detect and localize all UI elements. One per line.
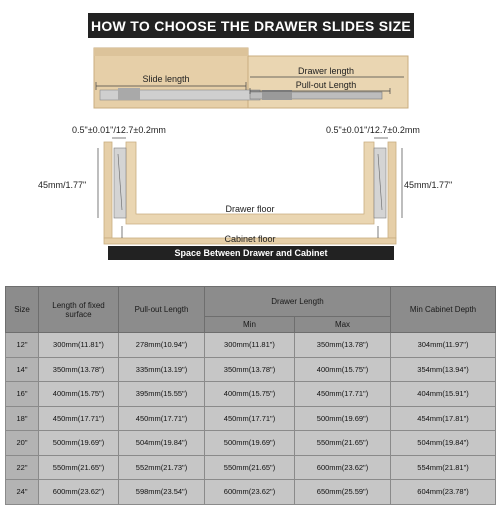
slide-length-label: Slide length [142, 74, 190, 84]
slide-bracket-mid [262, 90, 292, 100]
header-min-cabinet-depth: Min Cabinet Depth [391, 287, 496, 333]
cell-min: 550mm(21.65") [205, 455, 295, 480]
cell-fixed: 400mm(15.75") [39, 382, 119, 407]
cell-min: 300mm(11.81") [205, 333, 295, 358]
cell-cabinet: 354mm(13.94") [391, 357, 496, 382]
cell-min: 350mm(13.78") [205, 357, 295, 382]
cabinet-wall-right [388, 142, 396, 238]
table-row [6, 357, 496, 382]
cell-fixed: 450mm(17.71") [39, 406, 119, 431]
pull-out-length-label: Pull-out Length [295, 80, 357, 90]
cell-fixed: 600mm(23.62") [39, 480, 119, 505]
header-max: Max [295, 317, 391, 333]
table-body [6, 333, 496, 505]
height-left-label: 45mm/1.77" [38, 180, 87, 190]
size-table [5, 286, 496, 505]
cell-pullout: 552mm(21.73") [119, 455, 205, 480]
cell-min: 600mm(23.62") [205, 480, 295, 505]
cell-max: 650mm(25.59") [295, 480, 391, 505]
cell-cabinet: 304mm(11.97") [391, 333, 496, 358]
slide-bracket-left [118, 88, 140, 100]
cell-max: 600mm(23.62") [295, 455, 391, 480]
cell-min: 500mm(19.69") [205, 431, 295, 456]
diagram-drawing [0, 40, 500, 280]
table-row [6, 480, 496, 505]
cell-pullout: 598mm(23.54") [119, 480, 205, 505]
cell-cabinet: 554mm(21.81") [391, 455, 496, 480]
cell-fixed: 350mm(13.78") [39, 357, 119, 382]
space-banner: Space Between Drawer and Cabinet [108, 246, 394, 260]
header-drawer-length: Drawer Length [205, 287, 391, 317]
cell-pullout: 450mm(17.71") [119, 406, 205, 431]
cell-size: 16" [6, 382, 39, 407]
cell-min: 450mm(17.71") [205, 406, 295, 431]
cell-pullout: 335mm(13.19") [119, 357, 205, 382]
cell-max: 500mm(19.69") [295, 406, 391, 431]
cell-max: 450mm(17.71") [295, 382, 391, 407]
header-pull-out: Pull-out Length [119, 287, 205, 333]
cell-cabinet: 404mm(15.91") [391, 382, 496, 407]
cell-pullout: 395mm(15.55") [119, 382, 205, 407]
cell-max: 350mm(13.78") [295, 333, 391, 358]
gap-left-label: 0.5"±0.01"/12.7±0.2mm [72, 125, 166, 135]
cell-fixed: 550mm(21.65") [39, 455, 119, 480]
cell-pullout: 278mm(10.94") [119, 333, 205, 358]
height-right-label: 45mm/1.77" [404, 180, 453, 190]
gap-right-label: 0.5"±0.01"/12.7±0.2mm [326, 125, 420, 135]
table-row [6, 382, 496, 407]
page-title: HOW TO CHOOSE THE DRAWER SLIDES SIZE [88, 13, 414, 38]
cabinet-floor-label: Cabinet floor [224, 234, 276, 244]
cell-max: 550mm(21.65") [295, 431, 391, 456]
cell-cabinet: 604mm(23.78") [391, 480, 496, 505]
drawer-length-label: Drawer length [297, 66, 355, 76]
cell-cabinet: 454mm(17.81") [391, 406, 496, 431]
cell-size: 14" [6, 357, 39, 382]
drawer-floor-label: Drawer floor [225, 204, 275, 214]
cell-fixed: 300mm(11.81") [39, 333, 119, 358]
header-size: Size [6, 287, 39, 333]
cell-size: 18" [6, 406, 39, 431]
cell-min: 400mm(15.75") [205, 382, 295, 407]
table-row [6, 406, 496, 431]
cell-size: 20" [6, 431, 39, 456]
cell-cabinet: 504mm(19.84") [391, 431, 496, 456]
header-min: Min [205, 317, 295, 333]
cell-max: 400mm(15.75") [295, 357, 391, 382]
cell-size: 24" [6, 480, 39, 505]
drawer-slide-diagram [0, 40, 500, 280]
cell-fixed: 500mm(19.69") [39, 431, 119, 456]
cell-size: 12" [6, 333, 39, 358]
size-table-container [5, 286, 495, 498]
cabinet-top-edge [94, 48, 248, 56]
table-header-row [6, 287, 496, 317]
header-fixed-surface: Length of fixed surface [39, 287, 119, 333]
cell-size: 22" [6, 455, 39, 480]
table-row [6, 431, 496, 456]
cell-pullout: 504mm(19.84") [119, 431, 205, 456]
table-row [6, 333, 496, 358]
table-row [6, 455, 496, 480]
cabinet-wall-left [104, 142, 112, 238]
